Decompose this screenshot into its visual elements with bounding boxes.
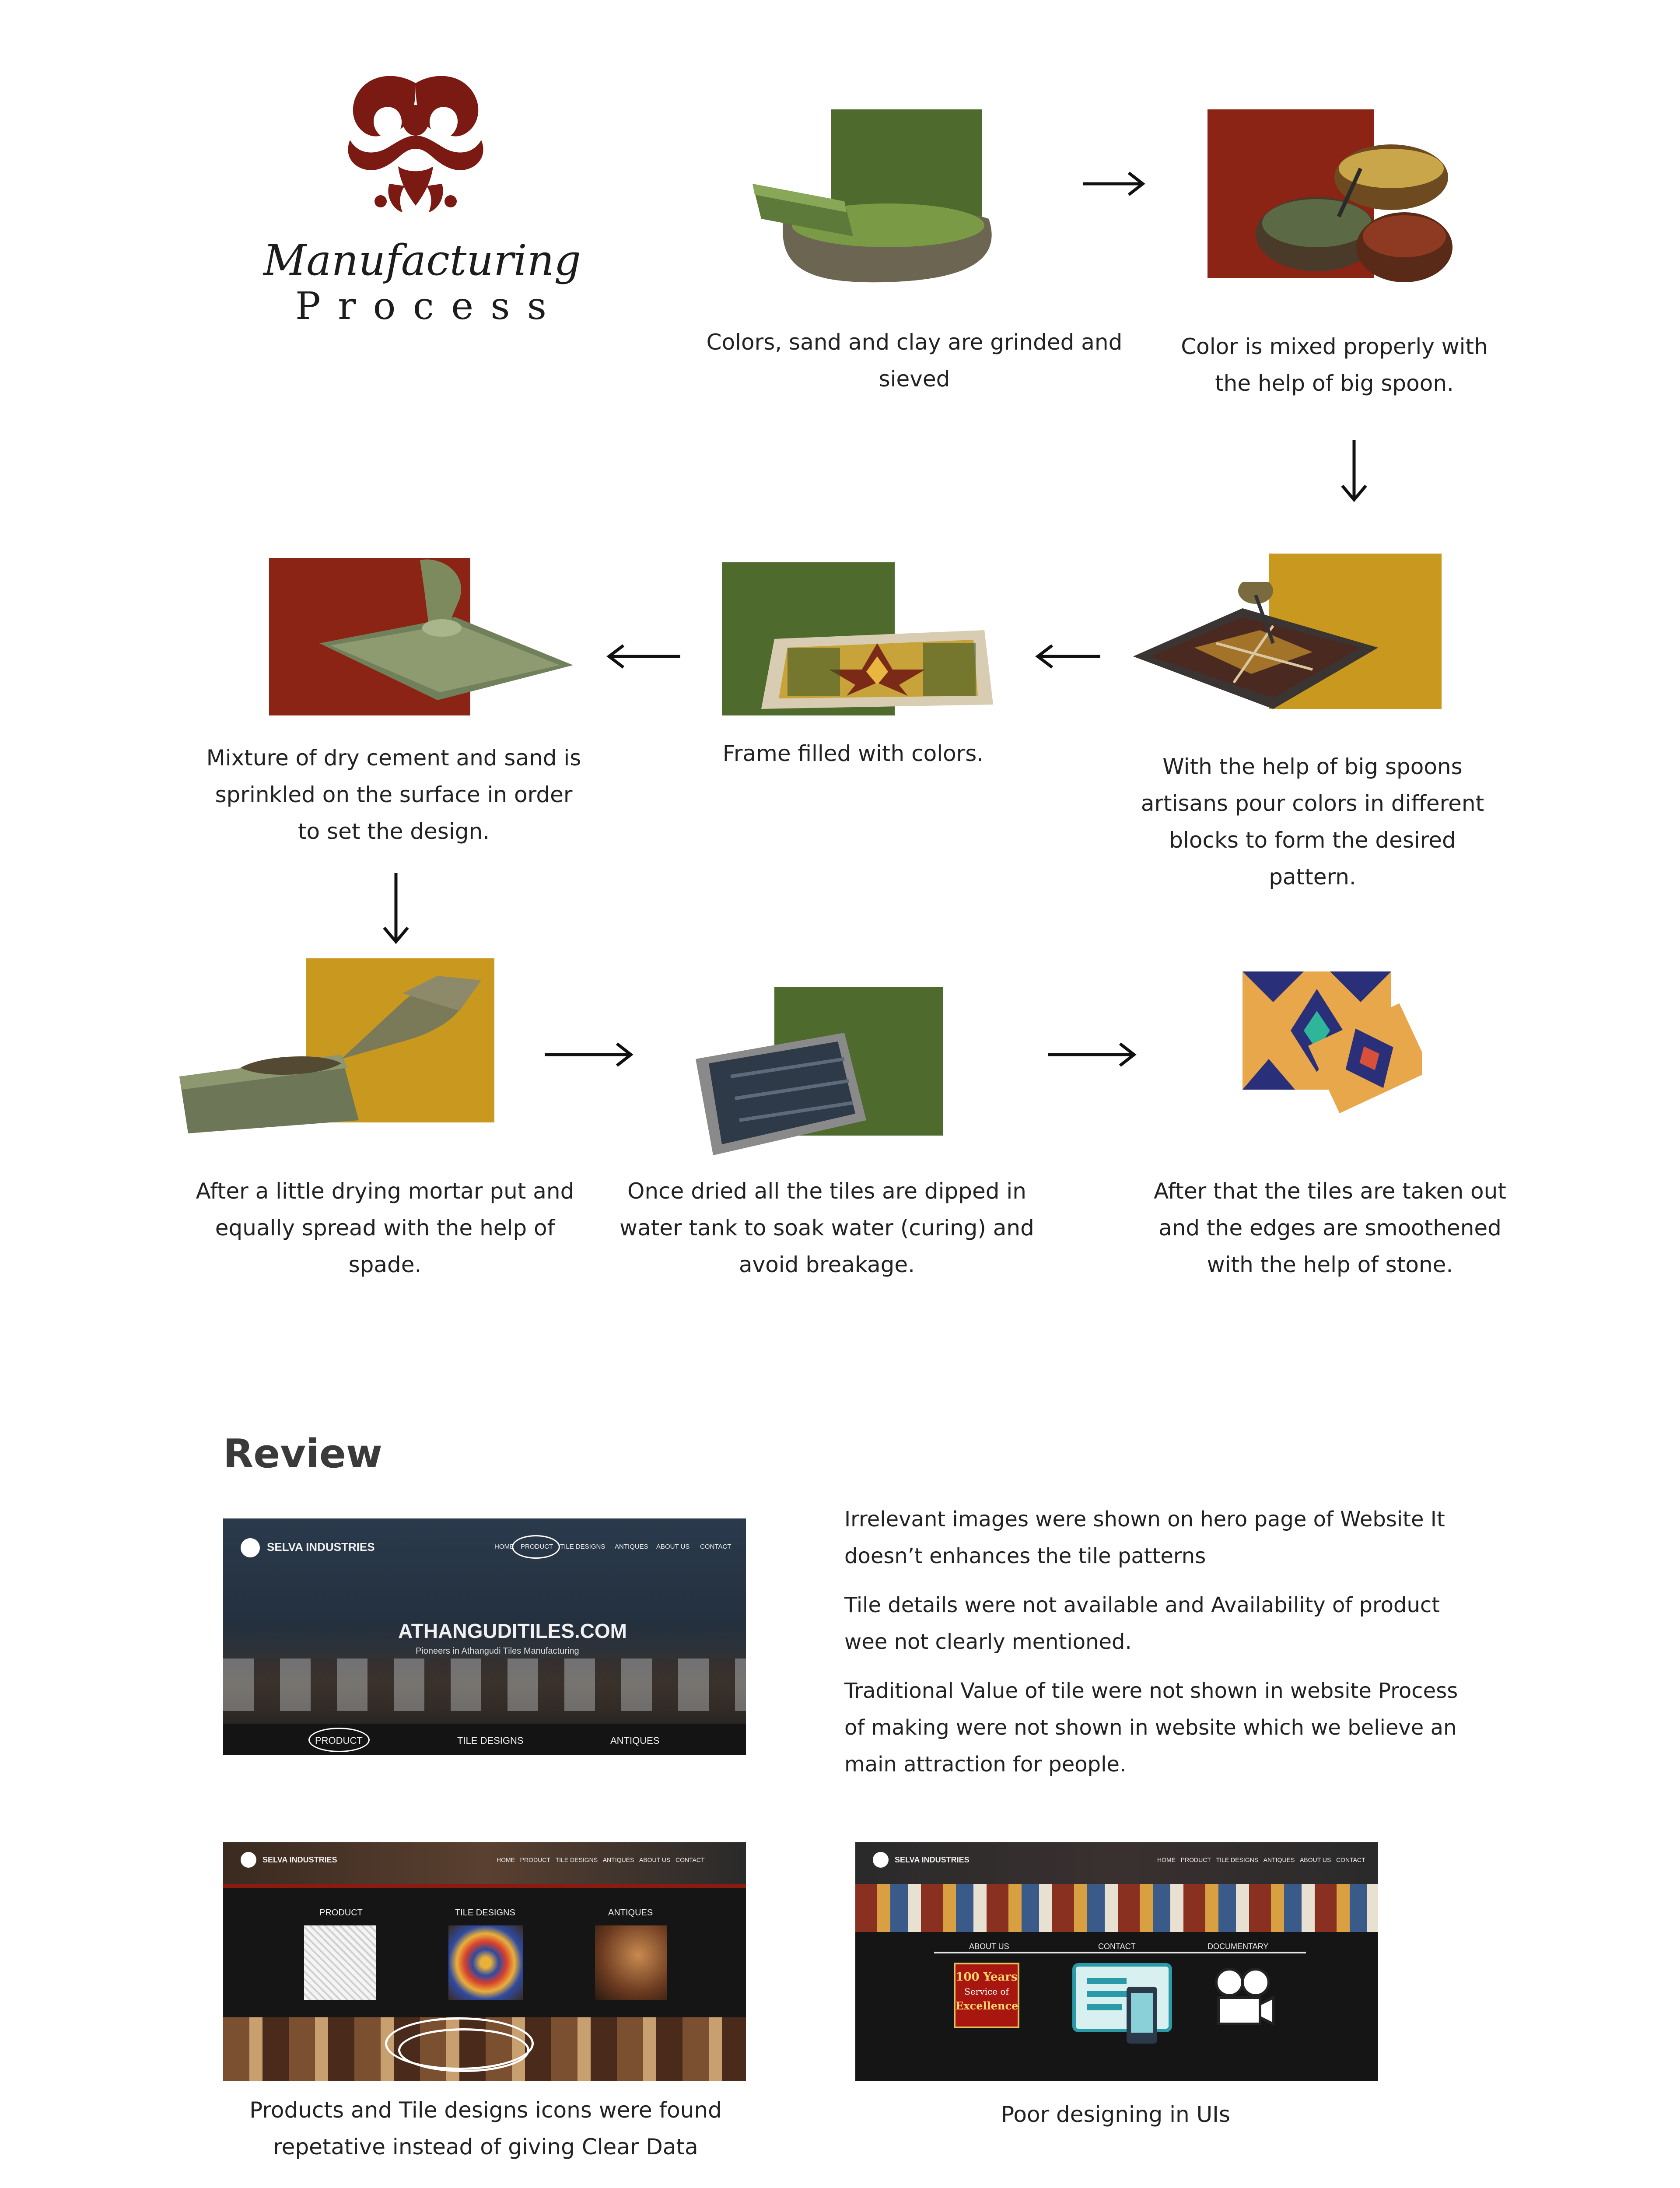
brand-badge-icon	[241, 1852, 256, 1868]
hero-tab-product[interactable]: PRODUCT	[315, 1735, 363, 1746]
hero-subline: Pioneers in Athangudi Tiles Manufacturing	[416, 1646, 579, 1656]
arrow-left-icon	[1032, 643, 1102, 670]
water-tank-icon	[682, 1011, 945, 1168]
brand-badge-icon	[241, 1538, 260, 1557]
step-6-caption: After a little drying mortar put and equally spread with the help of spade.	[196, 1178, 574, 1277]
page-title	[258, 236, 586, 328]
label-documentary: DOCUMENTARY	[1208, 1942, 1269, 1951]
step-2-caption: Color is mixed properly with the help of big spoon.	[1181, 334, 1488, 396]
hero-headline: ATHANGUDITILES.COM	[398, 1620, 627, 1642]
arrow-right-icon	[1046, 1041, 1138, 1068]
step-4-image	[722, 560, 1006, 718]
nav-tile-designs[interactable]: TILE DESIGNS	[560, 1543, 606, 1550]
step-6-image	[175, 958, 499, 1138]
step-2-image	[1208, 107, 1470, 295]
antiques-thumbnail[interactable]	[595, 1925, 667, 2000]
tile-design-thumbnail[interactable]	[448, 1925, 523, 2000]
label-about-us: ABOUT US	[969, 1942, 1009, 1951]
hero-tab-antiques[interactable]: ANTIQUES	[610, 1735, 660, 1746]
badge-line-2: Service of	[964, 1986, 1009, 1997]
title-line-2: P r o c e s s	[295, 284, 550, 328]
review-point-1: Irrelevant images were shown on hero page of Website It doesn’t enhances the tile patterns	[844, 1507, 1445, 1568]
review-point-3: Traditional Value of tile were not shown in website Process of making were not shown in website which we believe an main attraction for people.	[844, 1679, 1458, 1777]
arrow-left-icon	[604, 643, 682, 670]
divider-line	[934, 1952, 1306, 1953]
hero-screenshot	[223, 1518, 746, 1755]
logo	[324, 66, 508, 223]
step-1-image	[744, 105, 1015, 306]
step-3-image	[1129, 547, 1444, 713]
brand-badge-icon	[873, 1852, 889, 1868]
grinding-stone-icon	[744, 171, 1006, 293]
step-5-caption: Mixture of dry cement and sand is sprinkled on the surface in order to set the design.	[206, 745, 581, 844]
arrow-right-icon	[1081, 171, 1146, 197]
nav-about-us[interactable]: ABOUT US	[656, 1543, 690, 1550]
nav-home[interactable]: HOME	[494, 1543, 514, 1550]
step-1-caption: Colors, sand and clay are grinded and sieved	[706, 330, 1123, 392]
review-points	[844, 1501, 1483, 1795]
nav-antiques[interactable]: ANTIQUES	[615, 1543, 648, 1550]
label-product: PRODUCT	[319, 1908, 363, 1918]
review-title: Review	[223, 1431, 383, 1477]
sprinkling-tray-icon	[311, 556, 578, 713]
arrow-right-icon	[542, 1041, 634, 1068]
step-7-image	[682, 985, 954, 1168]
step-8-caption: After that the tiles are taken out and the edges are smoothened with the help of stone.	[1154, 1178, 1506, 1277]
nav-product[interactable]: PRODUCT	[521, 1543, 553, 1550]
brand-name: SELVA INDUSTRIES	[267, 1540, 375, 1553]
nav-bar: HOME PRODUCT TILE DESIGNS ANTIQUES ABOUT US CONTACT	[1157, 1856, 1365, 1863]
nav-contact[interactable]: CONTACT	[700, 1543, 732, 1550]
product-icons-screenshot	[223, 1842, 746, 2081]
about-screenshot	[855, 1842, 1378, 2081]
arrow-down-icon	[1339, 438, 1369, 503]
step-4-caption: Frame filled with colors.	[722, 741, 984, 766]
film-camera-icon	[1210, 1965, 1275, 2030]
brand-name: SELVA INDUSTRIES	[262, 1855, 337, 1864]
hero-tab-tile-designs[interactable]: TILE DESIGNS	[457, 1735, 524, 1746]
highlight-circle	[512, 1535, 560, 1559]
floral-ornament-logo-icon	[324, 66, 508, 223]
shot-2-caption: Poor designing in UIs	[1001, 2102, 1230, 2127]
step-8-image	[1238, 963, 1422, 1138]
step-5-image	[267, 556, 582, 722]
brand-name: SELVA INDUSTRIES	[895, 1855, 970, 1864]
excellence-badge	[954, 1963, 1019, 2028]
shot-1-caption: Products and Tile designs icons were found repetative instead of giving Clear Data	[249, 2097, 722, 2160]
finished-tiles-icon	[1238, 963, 1422, 1138]
product-thumbnail[interactable]	[304, 1925, 376, 2000]
review-point-2: Tile details were not available and Availability of product wee not clearly mentioned.	[844, 1593, 1440, 1654]
badge-line-3: Excellence	[956, 1999, 1018, 2012]
pouring-frame-icon	[1129, 582, 1382, 713]
photo-strip	[855, 1884, 1378, 1932]
nav-bar: HOME PRODUCT TILE DESIGNS ANTIQUES ABOUT US CONTACT	[497, 1856, 705, 1863]
filled-frame-icon	[757, 613, 1002, 718]
label-tile-designs: TILE DESIGNS	[455, 1908, 515, 1918]
accent-line	[223, 1884, 746, 1888]
step-7-caption: Once dried all the tiles are dipped in water tank to soak water (curing) and avoid breakage.	[620, 1178, 1034, 1277]
contact-device-icon	[1070, 1960, 1175, 2048]
mortar-spreading-icon	[175, 976, 499, 1138]
table-row-decor	[223, 1659, 746, 1711]
highlight-circle	[308, 1728, 370, 1752]
badge-line-1: 100 Years	[956, 1971, 1018, 1984]
label-contact: CONTACT	[1098, 1942, 1136, 1951]
color-pots-icon	[1251, 142, 1452, 291]
label-antiques: ANTIQUES	[608, 1908, 653, 1918]
highlight-circle	[398, 2028, 529, 2072]
title-line-1: Manufacturing	[263, 236, 581, 285]
arrow-down-icon	[381, 871, 411, 945]
step-3-caption: With the help of big spoons artisans pour colors in different blocks to form the desired pattern.	[1141, 754, 1484, 890]
